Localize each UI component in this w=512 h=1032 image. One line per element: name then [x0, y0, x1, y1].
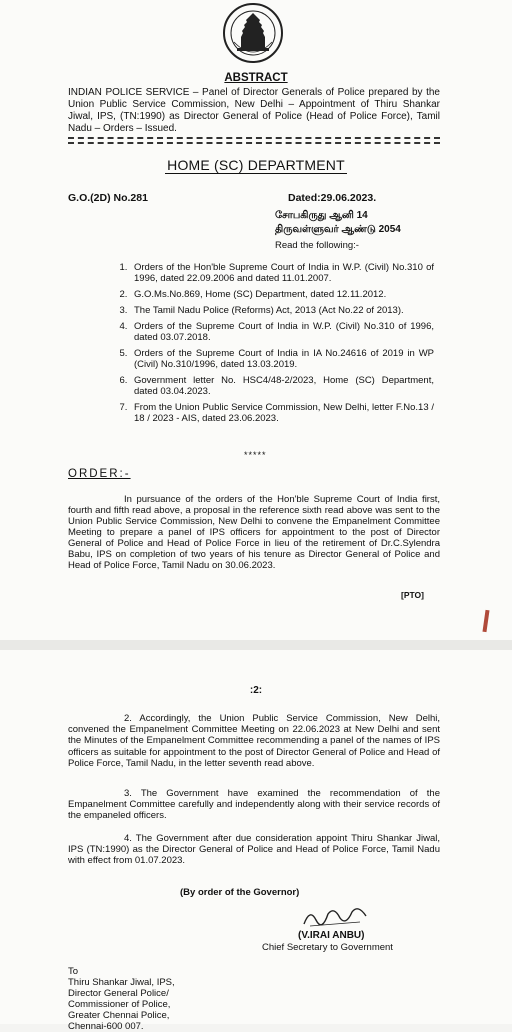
pto-marker: [PTO] [401, 590, 424, 600]
reference-item: 5. Orders of the Supreme Court of India in IA No.24616 of 2019 in WP (Civil) No.310/1996, dated 13.03.2019. [130, 348, 434, 370]
tamil-year-line: திருவள்ளுவர் ஆண்டு 2054 [275, 224, 401, 235]
reference-item: 7. From the Union Public Service Commission, New Delhi, letter F.No.13 / 18 / 2023 - AIS, dated 23.06.2023. [130, 402, 434, 424]
reference-item: 1. Orders of the Hon'ble Supreme Court of India in W.P. (Civil) No.310 of 1996, dated 22.09.2006 and dated 11.01.2007. [130, 262, 434, 284]
reference-item: 3. The Tamil Nadu Police (Reforms) Act, 2013 (Act No.22 of 2013). [130, 305, 434, 316]
address-line: Thiru Shankar Jiwal, IPS, [68, 977, 175, 988]
page-edge-mark [482, 610, 489, 632]
address-line: Greater Chennai Police, [68, 1010, 170, 1021]
address-line: Commissioner of Police, [68, 999, 171, 1010]
address-line: Chennai-600 007. [68, 1021, 144, 1032]
to-label: To [68, 966, 79, 977]
order-heading: ORDER:- [68, 468, 131, 480]
department-name: HOME (SC) DEPARTMENT [167, 157, 345, 173]
reference-item: 2. G.O.Ms.No.869, Home (SC) Department, dated 12.11.2012. [130, 289, 434, 300]
by-order-line: (By order of the Governor) [180, 887, 300, 898]
go-date: Dated:29.06.2023. [288, 192, 377, 204]
paragraph-3: 3. The Government have examined the recommendation of the Empanelment Committee carefully and independently along with their service records of the empaneled officers. [68, 788, 440, 822]
tamil-date-line: சோபகிருது ஆனி 14 [275, 210, 368, 221]
page-gap [0, 640, 512, 650]
reference-list [108, 262, 434, 429]
abstract-body: INDIAN POLICE SERVICE – Panel of Director Generals of Police prepared by the Union Public Service Commission, New Delhi – Appointment of Thiru Shankar Jiwal, IPS, (TN:1990) as Director General of Police (Head of Police Force), Tamil Nadu – Orders – Issued. [68, 87, 440, 134]
order-paragraph: In pursuance of the orders of the Hon'ble Supreme Court of India first, fourth and fifth read above, a proposal in the reference sixth read above was sent to the Union Public Service Commission, New Delhi to convene the Empanelment Committee Meeting to prepare a panel of IPS officers for appointment to the post of Director General of Police and Head of Police Force in lieu of the retirement of Dr.C.Sylendra Babu, IPS on completion of two years of his tenure as Director General of Police and Head of Police Force, Tamil Nadu on 30.06.2023. [68, 494, 440, 571]
divider [68, 142, 440, 144]
reference-item: 6. Government letter No. HSC4/48-2/2023, Home (SC) Department, dated 03.04.2023. [130, 375, 434, 397]
reference-item: 4. Orders of the Supreme Court of India in W.P. (Civil) No.310 of 1996, dated 03.07.2018. [130, 321, 434, 343]
divider [68, 137, 440, 139]
document-page-2 [0, 650, 512, 1032]
signer-designation: Chief Secretary to Government [262, 942, 393, 953]
go-number: G.O.(2D) No.281 [68, 192, 148, 204]
read-label: Read the following:- [275, 240, 359, 251]
signature-icon [300, 900, 372, 930]
abstract-title: ABSTRACT [224, 72, 288, 84]
separator-stars: ***** [244, 450, 267, 460]
tamil-nadu-emblem-icon [222, 2, 284, 66]
address-block [68, 966, 175, 1032]
address-line: Director General Police/ [68, 988, 169, 999]
department-heading [0, 157, 512, 173]
signer-name: (V.IRAI ANBU) [298, 930, 365, 941]
page-number: :2: [249, 685, 263, 696]
paragraph-2: 2. Accordingly, the Union Public Service Commission, New Delhi, convened the Empanelment Committee Meeting on 22.06.2023 at New Delhi and sent the Minutes of the Empanelment Committee recommending a panel of the names of IPS officers as suitable for appointment to the post of Director General of Police and Head of Police Force, Tamil Nadu, in the letter seventh read above. [68, 713, 440, 769]
paragraph-4: 4. The Government after due consideration appoint Thiru Shankar Jiwal, IPS (TN:1990) as the Director General of Police and Head of Police Force, Tamil Nadu with effect from 01.07.2023. [68, 833, 440, 867]
